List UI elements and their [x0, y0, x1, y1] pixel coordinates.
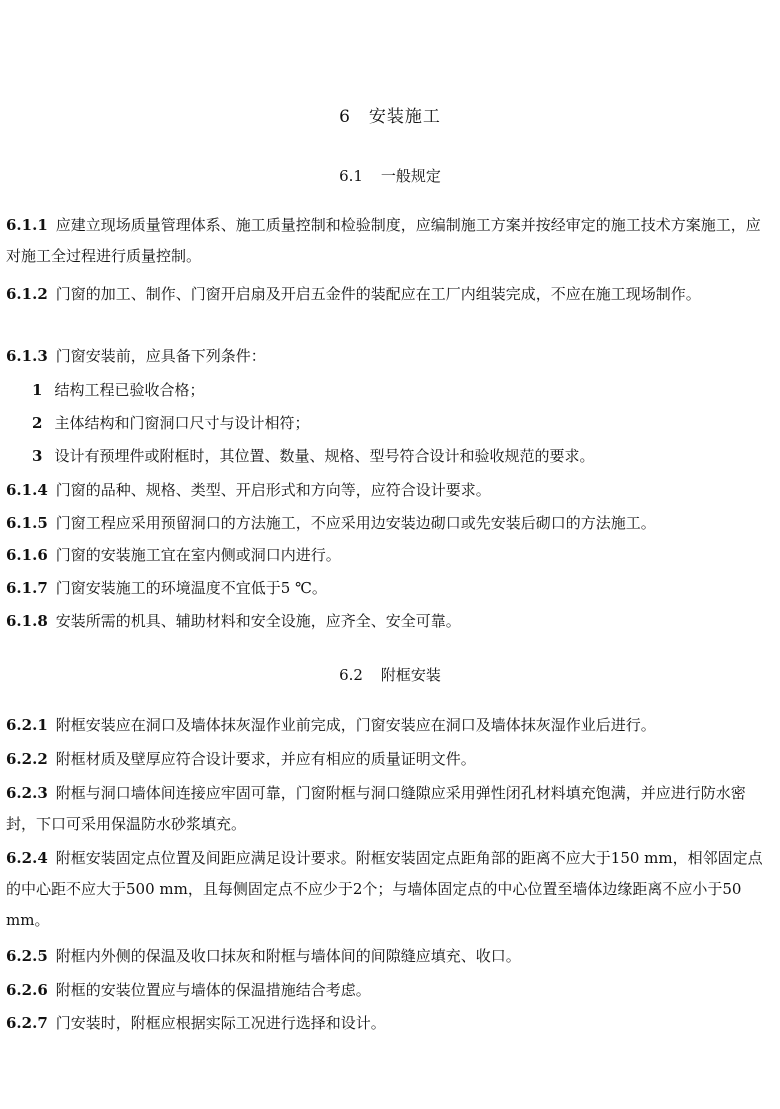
clause-number: 6.2.5 [6, 947, 48, 965]
clause-6-1-2 [6, 279, 766, 310]
clause-6-1-6 [6, 540, 766, 571]
clause-6-2-2 [6, 744, 766, 775]
item-text: 结构工程已验收合格； [54, 381, 205, 399]
item-text: 主体结构和门窗洞口尺寸与设计相符； [54, 414, 310, 432]
clause-text: 附框材质及壁厚应符合设计要求，并应有相应的质量证明文件。 [55, 750, 476, 768]
clause-text: 门窗安装前，应具备下列条件： [55, 347, 266, 365]
clause-6-1-8 [6, 606, 766, 637]
item-number: 3 [32, 447, 43, 465]
clause-text: 门窗的加工、制作、门窗开启扇及开启五金件的装配应在工厂内组装完成，不应在施工现场制作。 [55, 285, 701, 303]
clause-6-2-7 [6, 1008, 766, 1039]
clause-number: 6.1.1 [6, 216, 48, 234]
clause-number: 6.1.2 [6, 285, 48, 303]
clause-number: 6.1.5 [6, 514, 48, 532]
clause-text: 门窗的品种、规格、类型、开启形式和方向等，应符合设计要求。 [55, 481, 491, 499]
clause-6-2-3 [6, 778, 766, 840]
chapter-heading [0, 102, 780, 127]
clause-number: 6.2.1 [6, 716, 48, 734]
clause-text: 附框内外侧的保温及收口抹灰和附框与墙体间的间隙缝应填充、收口。 [55, 947, 521, 965]
clause-6-1-3 [6, 341, 766, 372]
section-title: 一般规定 [380, 167, 441, 185]
clause-text: 门窗安装施工的环境温度不宜低于5 ℃。 [55, 579, 327, 597]
clause-number: 6.2.4 [6, 849, 48, 867]
section-number: 6.2 [339, 666, 363, 684]
clause-6-1-7 [6, 573, 766, 604]
clause-text: 附框安装应在洞口及墙体抹灰湿作业前完成，门窗安装应在洞口及墙体抹灰湿作业后进行。 [55, 716, 656, 734]
section-title: 附框安装 [380, 666, 441, 684]
clause-number: 6.2.7 [6, 1014, 48, 1032]
clause-text: 附框与洞口墙体间连接应牢固可靠，门窗附框与洞口缝隙应采用弹性闭孔材料填充饱满，并应进行防水密封，下口可采用保温防水砂浆填充。 [6, 784, 746, 833]
clause-number: 6.2.6 [6, 981, 48, 999]
clause-number: 6.2.3 [6, 784, 48, 802]
list-item [32, 408, 762, 439]
clause-number: 6.1.8 [6, 612, 48, 630]
item-text: 设计有预埋件或附框时，其位置、数量、规格、型号符合设计和验收规范的要求。 [54, 447, 595, 465]
chapter-number: 6 [339, 107, 351, 127]
clause-number: 6.1.3 [6, 347, 48, 365]
item-number: 1 [32, 381, 43, 399]
clause-number: 6.1.6 [6, 546, 48, 564]
clause-6-2-6 [6, 975, 766, 1006]
clause-6-2-4 [6, 843, 766, 936]
section-heading-6-1 [0, 165, 780, 186]
chapter-title: 安装施工 [368, 107, 441, 127]
clause-6-1-4 [6, 475, 766, 506]
clause-text: 附框的安装位置应与墙体的保温措施结合考虑。 [55, 981, 371, 999]
list-item [32, 441, 762, 472]
clause-text: 附框安装固定点位置及间距应满足设计要求。附框安装固定点距角部的距离不应大于150 mm，相邻固定点的中心距不应大于500 mm，且每侧固定点不应少于2个；与墙体固定点的中心位置至墙体边缘距离不应小于50 mm。 [6, 849, 763, 929]
clause-text: 门安装时，附框应根据实际工况进行选择和设计。 [55, 1014, 386, 1032]
list-item [32, 375, 762, 406]
clause-number: 6.1.4 [6, 481, 48, 499]
clause-text: 安装所需的机具、辅助材料和安全设施，应齐全、安全可靠。 [55, 612, 461, 630]
clause-6-1-5 [6, 508, 766, 539]
clause-text: 门窗工程应采用预留洞口的方法施工，不应采用边安装边砌口或先安装后砌口的方法施工。 [55, 514, 656, 532]
clause-6-1-1 [6, 210, 766, 272]
section-number: 6.1 [339, 167, 363, 185]
clause-text: 门窗的安装施工宜在室内侧或洞口内进行。 [55, 546, 341, 564]
clause-number: 6.1.7 [6, 579, 48, 597]
clause-6-2-1 [6, 710, 766, 741]
item-number: 2 [32, 414, 43, 432]
clause-number: 6.2.2 [6, 750, 48, 768]
section-heading-6-2 [0, 664, 780, 685]
clause-text: 应建立现场质量管理体系、施工质量控制和检验制度，应编制施工方案并按经审定的施工技术方案施工，应对施工全过程进行质量控制。 [6, 216, 761, 265]
clause-6-2-5 [6, 941, 766, 972]
